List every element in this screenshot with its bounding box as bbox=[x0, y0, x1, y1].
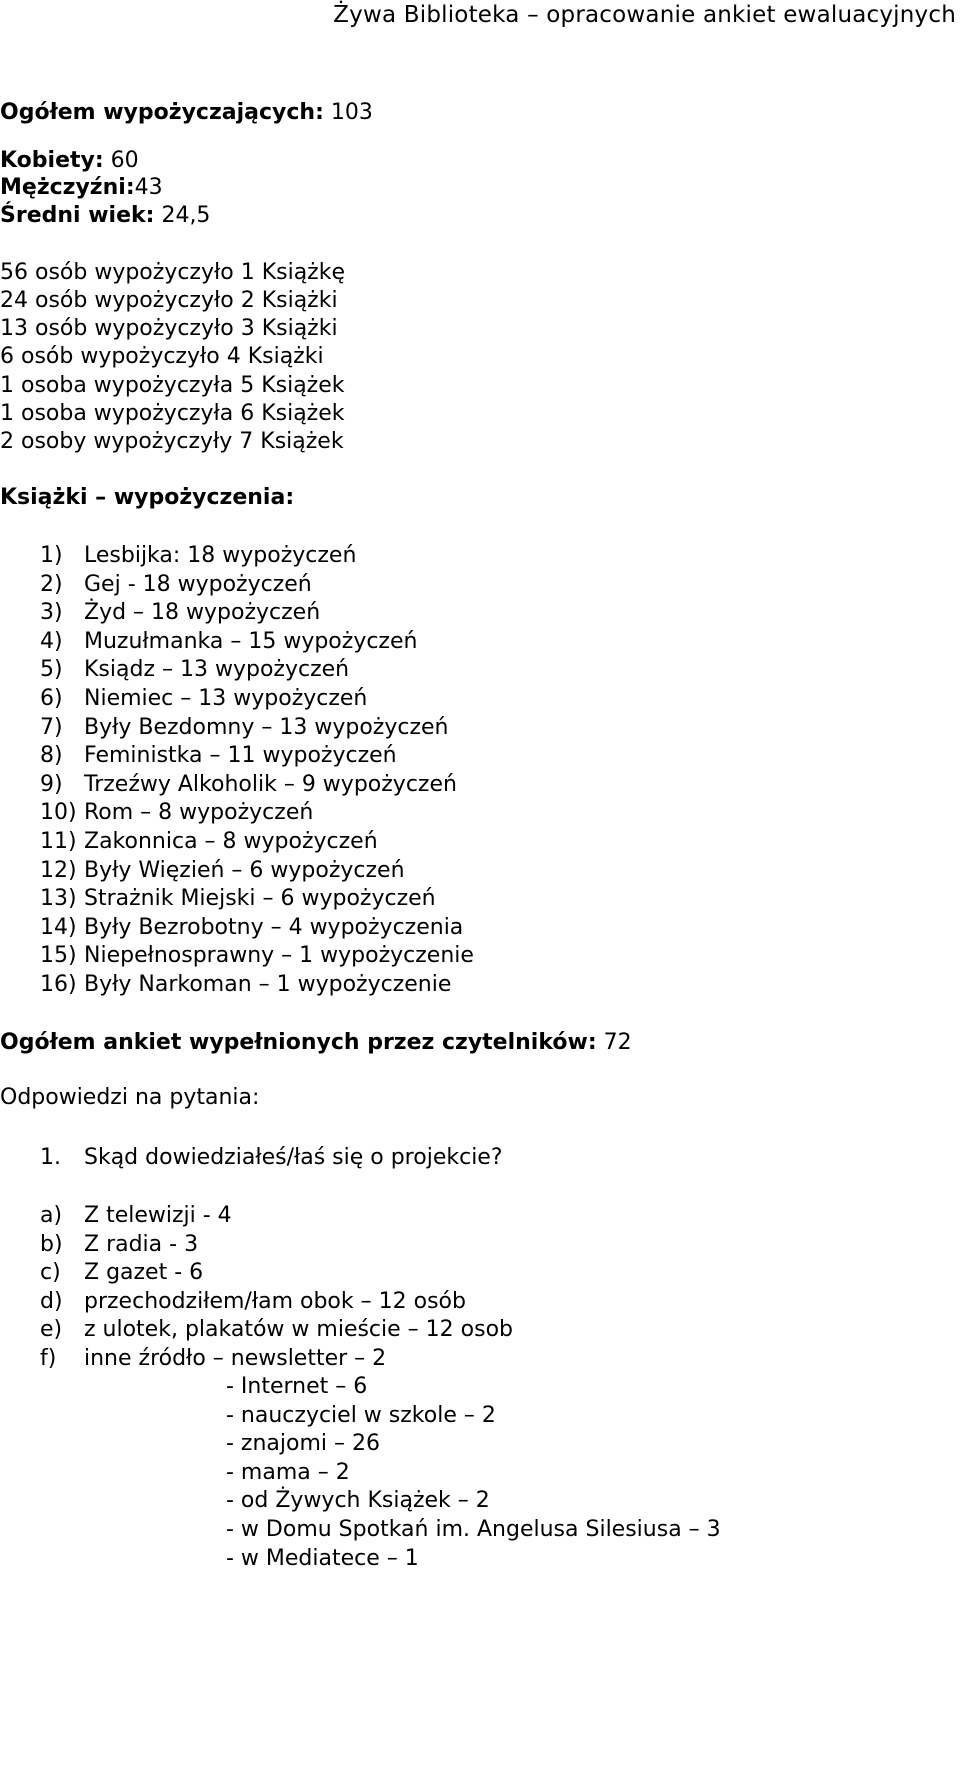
book-number: 10) bbox=[40, 800, 77, 825]
book-title: Były Narkoman – 1 wypożyczenie bbox=[84, 972, 452, 997]
book-item bbox=[40, 826, 378, 858]
book-title: Feministka – 11 wypożyczeń bbox=[84, 743, 397, 768]
total-borrowers bbox=[0, 97, 373, 129]
other-source-item: - w Domu Spotkań im. Angelusa Silesiusa – 3 bbox=[226, 1517, 721, 1542]
book-title: Niepełnosprawny – 1 wypożyczenie bbox=[84, 943, 474, 968]
book-title: Trzeźwy Alkoholik – 9 wypożyczeń bbox=[84, 772, 457, 797]
women-label: Kobiety: bbox=[0, 148, 104, 173]
book-item bbox=[40, 797, 313, 829]
answer-text: z ulotek, plakatów w mieście – 12 osob bbox=[84, 1317, 513, 1342]
answer-text: inne źródło – newsletter – 2 bbox=[84, 1346, 387, 1371]
book-number: 2) bbox=[40, 572, 63, 597]
book-number: 3) bbox=[40, 600, 63, 625]
total-value: 103 bbox=[323, 100, 373, 125]
book-number: 6) bbox=[40, 686, 63, 711]
book-item bbox=[40, 683, 367, 715]
book-title: Były Bezdomny – 13 wypożyczeń bbox=[84, 715, 449, 740]
book-title: Niemiec – 13 wypożyczeń bbox=[84, 686, 368, 711]
book-number: 1) bbox=[40, 543, 63, 568]
borrow-count-line: 24 osób wypożyczyło 2 Książki bbox=[0, 288, 338, 313]
book-title: Żyd – 18 wypożyczeń bbox=[84, 600, 321, 625]
book-title: Były Więzień – 6 wypożyczeń bbox=[84, 858, 405, 883]
book-number: 11) bbox=[40, 829, 77, 854]
book-number: 14) bbox=[40, 915, 77, 940]
other-source-item: - mama – 2 bbox=[226, 1460, 350, 1485]
borrow-count-line: 1 osoba wypożyczyła 6 Książek bbox=[0, 401, 345, 426]
book-item bbox=[40, 969, 451, 1001]
answer-letter: f) bbox=[40, 1346, 57, 1371]
question-1 bbox=[40, 1142, 503, 1174]
question-number: 1. bbox=[40, 1145, 61, 1170]
answer-letter: a) bbox=[40, 1203, 63, 1228]
book-number: 13) bbox=[40, 886, 77, 911]
book-title: Ksiądz – 13 wypożyczeń bbox=[84, 657, 350, 682]
answer-item bbox=[40, 1314, 513, 1346]
borrow-count-line: 1 osoba wypożyczyła 5 Książek bbox=[0, 373, 345, 398]
book-title: Rom – 8 wypożyczeń bbox=[84, 800, 314, 825]
other-source-item: - od Żywych Książek – 2 bbox=[226, 1488, 490, 1513]
book-number: 7) bbox=[40, 715, 63, 740]
book-number: 5) bbox=[40, 657, 63, 682]
question-text: Skąd dowiedziałeś/łaś się o projekcie? bbox=[84, 1145, 503, 1170]
other-source-item: - nauczyciel w szkole – 2 bbox=[226, 1403, 496, 1428]
book-number: 8) bbox=[40, 743, 63, 768]
answer-text: Z telewizji - 4 bbox=[84, 1203, 232, 1228]
book-number: 4) bbox=[40, 629, 63, 654]
other-source-item: - Internet – 6 bbox=[226, 1374, 368, 1399]
age-value: 24,5 bbox=[154, 203, 211, 228]
book-item bbox=[40, 883, 436, 915]
books-heading: Książki – wypożyczenia: bbox=[0, 485, 295, 510]
average-age bbox=[0, 200, 210, 232]
book-title: Muzułmanka – 15 wypożyczeń bbox=[84, 629, 418, 654]
book-title: Gej - 18 wypożyczeń bbox=[84, 572, 312, 597]
answer-letter: d) bbox=[40, 1289, 63, 1314]
book-number: 15) bbox=[40, 943, 77, 968]
book-item bbox=[40, 740, 397, 772]
book-title: Lesbijka: 18 wypożyczeń bbox=[84, 543, 357, 568]
answer-letter: c) bbox=[40, 1260, 61, 1285]
borrow-count-line: 6 osób wypożyczyło 4 Książki bbox=[0, 344, 324, 369]
book-number: 9) bbox=[40, 772, 63, 797]
answer-text: przechodziłem/łam obok – 12 osób bbox=[84, 1289, 466, 1314]
book-item bbox=[40, 654, 349, 686]
answers-heading: Odpowiedzi na pytania: bbox=[0, 1085, 260, 1110]
book-title: Strażnik Miejski – 6 wypożyczeń bbox=[84, 886, 436, 911]
book-title: Były Bezrobotny – 4 wypożyczenia bbox=[84, 915, 464, 940]
age-label: Średni wiek: bbox=[0, 203, 155, 228]
surveys-label: Ogółem ankiet wypełnionych przez czytelników: bbox=[0, 1030, 597, 1055]
men-label: Mężczyźni: bbox=[0, 175, 135, 200]
answer-item bbox=[40, 1200, 232, 1232]
other-source-item: - znajomi – 26 bbox=[226, 1431, 380, 1456]
book-number: 12) bbox=[40, 858, 77, 883]
book-number: 16) bbox=[40, 972, 77, 997]
men-value: 43 bbox=[134, 175, 163, 200]
answer-letter: e) bbox=[40, 1317, 63, 1342]
book-item bbox=[40, 940, 474, 972]
answer-text: Z radia - 3 bbox=[84, 1232, 199, 1257]
book-item bbox=[40, 540, 356, 572]
borrow-count-line: 13 osób wypożyczyło 3 Książki bbox=[0, 316, 338, 341]
women-value: 60 bbox=[103, 148, 139, 173]
page-header: Żywa Biblioteka – opracowanie ankiet ewaluacyjnych bbox=[333, 2, 956, 28]
other-source-item: - w Mediatece – 1 bbox=[226, 1546, 419, 1571]
borrow-count-line: 56 osób wypożyczyło 1 Książkę bbox=[0, 260, 345, 285]
answer-text: Z gazet - 6 bbox=[84, 1260, 204, 1285]
answer-item bbox=[40, 1257, 203, 1289]
surveys-value: 72 bbox=[596, 1030, 632, 1055]
answer-letter: b) bbox=[40, 1232, 63, 1257]
book-title: Zakonnica – 8 wypożyczeń bbox=[84, 829, 378, 854]
book-item bbox=[40, 597, 320, 629]
borrow-count-line: 2 osoby wypożyczyły 7 Książek bbox=[0, 429, 344, 454]
surveys-total bbox=[0, 1027, 632, 1059]
total-label: Ogółem wypożyczających: bbox=[0, 100, 324, 125]
